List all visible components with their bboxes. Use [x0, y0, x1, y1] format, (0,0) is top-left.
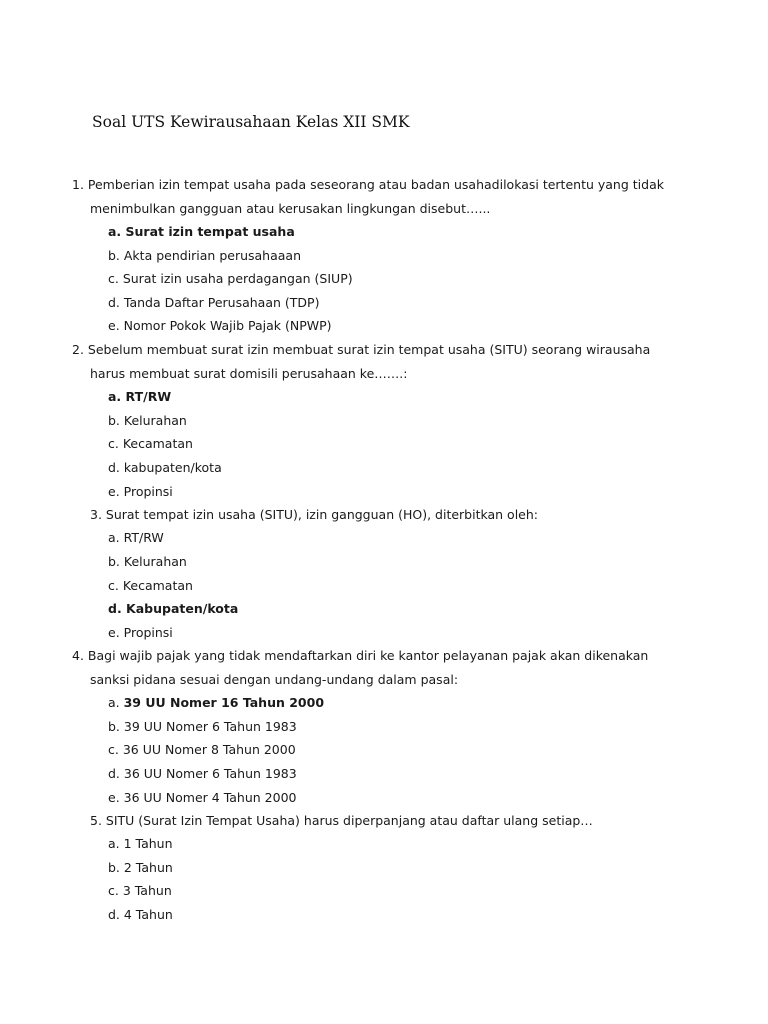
question-4-text-cont: sanksi pidana sesuai dengan undang-undang dalam pasal:: [90, 672, 459, 687]
question-1-text: 1. Pemberian izin tempat usaha pada seseorang atau badan usahadilokasi tertentu yang tidak: [72, 177, 664, 192]
q1-option-c: c. Surat izin usaha perdagangan (SIUP): [108, 271, 353, 286]
q3-option-b: b. Kelurahan: [108, 554, 187, 569]
q3-option-c: c. Kecamatan: [108, 578, 193, 593]
question-2-text-cont: harus membuat surat domisili perusahaan ke…….:: [90, 366, 408, 381]
page-title: Soal UTS Kewirausahaan Kelas XII SMK: [92, 113, 410, 131]
question-3-text: 3. Surat tempat izin usaha (SITU), izin gangguan (HO), diterbitkan oleh:: [90, 507, 538, 522]
q2-option-c: c. Kecamatan: [108, 436, 193, 451]
question-2-text: 2. Sebelum membuat surat izin membuat surat izin tempat usaha (SITU) seorang wirausaha: [72, 342, 651, 357]
q1-option-e: e. Nomor Pokok Wajib Pajak (NPWP): [108, 318, 332, 333]
q2-option-e: e. Propinsi: [108, 484, 173, 499]
q2-option-d: d. kabupaten/kota: [108, 460, 222, 475]
q4-option-c: c. 36 UU Nomer 8 Tahun 2000: [108, 742, 296, 757]
q4-option-a-prefix: a.: [108, 695, 124, 710]
q3-option-a: a. RT/RW: [108, 530, 164, 545]
q4-option-d: d. 36 UU Nomer 6 Tahun 1983: [108, 766, 297, 781]
q4-option-a-text: 39 UU Nomer 16 Tahun 2000: [123, 695, 325, 710]
q4-option-e: e. 36 UU Nomer 4 Tahun 2000: [108, 790, 297, 805]
q4-option-b: b. 39 UU Nomer 6 Tahun 1983: [108, 719, 297, 734]
q4-option-a: [108, 695, 324, 710]
q5-option-a: a. 1 Tahun: [108, 836, 173, 851]
q3-option-d: d. Kabupaten/kota: [108, 601, 239, 616]
q3-option-e: e. Propinsi: [108, 625, 173, 640]
q5-option-b: b. 2 Tahun: [108, 860, 173, 875]
q5-option-c: c. 3 Tahun: [108, 883, 172, 898]
q2-option-b: b. Kelurahan: [108, 413, 187, 428]
q1-option-b: b. Akta pendirian perusahaaan: [108, 248, 302, 263]
q1-option-a: a. Surat izin tempat usaha: [108, 224, 295, 239]
question-1-text-cont: menimbulkan gangguan atau kerusakan lingkungan disebut…...: [90, 201, 491, 216]
q1-option-d: d. Tanda Daftar Perusahaan (TDP): [108, 295, 320, 310]
q2-option-a: a. RT/RW: [108, 389, 172, 404]
question-5-text: 5. SITU (Surat Izin Tempat Usaha) harus diperpanjang atau daftar ulang setiap…: [90, 813, 593, 828]
q5-option-d: d. 4 Tahun: [108, 907, 173, 922]
question-4-text: 4. Bagi wajib pajak yang tidak mendaftarkan diri ke kantor pelayanan pajak akan dikenakan: [72, 648, 649, 663]
